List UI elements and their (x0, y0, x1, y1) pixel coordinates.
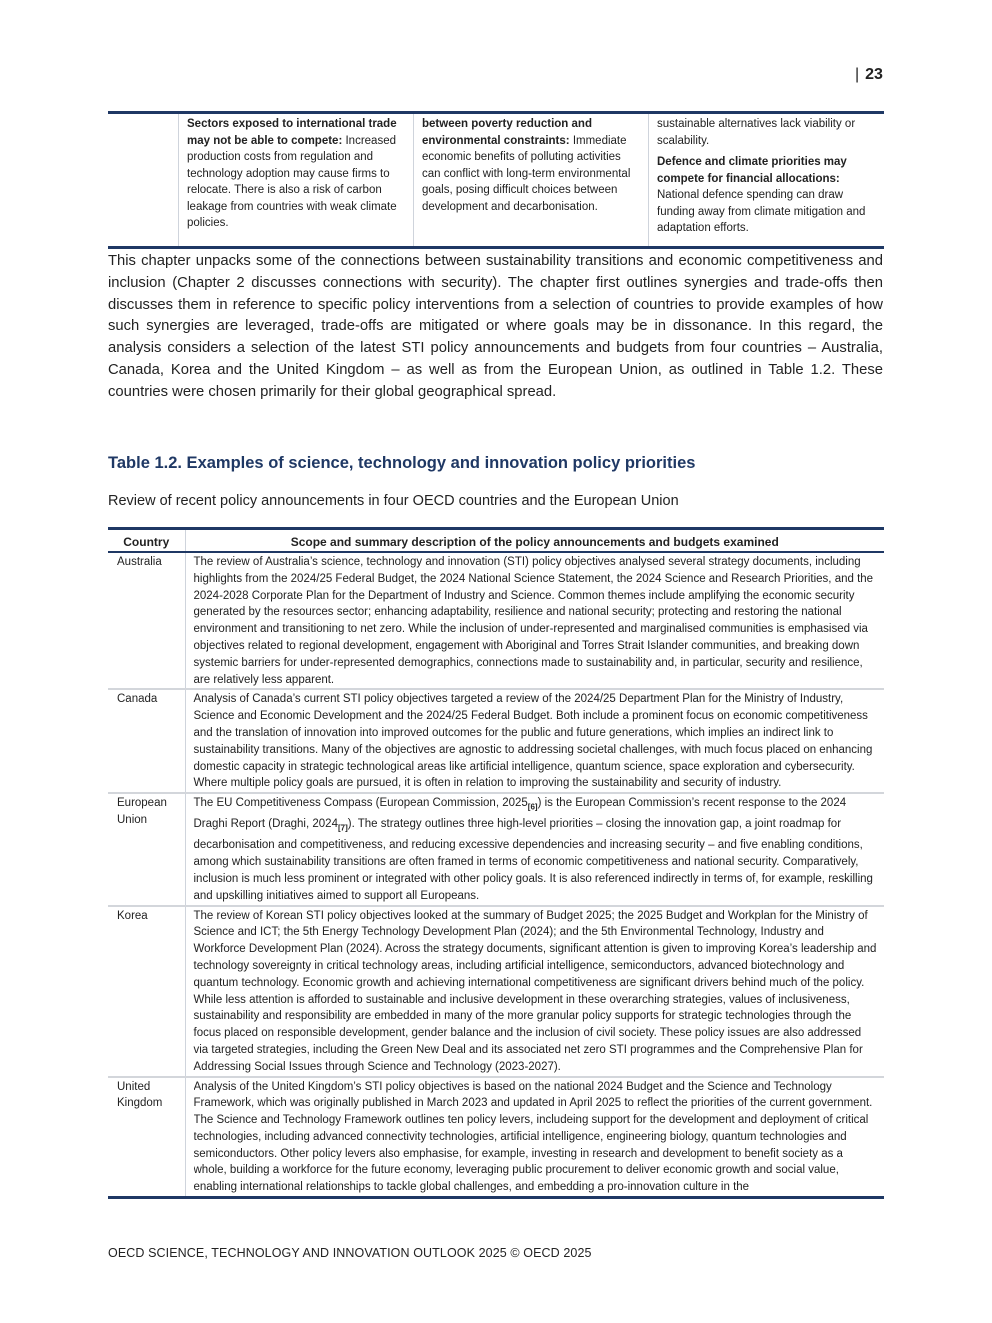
description-part-a: The EU Competitiveness Compass (European Commission, 2025 (193, 797, 528, 810)
policy-priorities-table (108, 527, 884, 1199)
table-row-korea (108, 906, 884, 1077)
table-row-european-union (108, 793, 884, 905)
description-cell: Analysis of the United Kingdom’s STI policy objectives is based on the national 2024 Budget and the Science and Technology Framework, which was originally published in March 2023 and updated in April 2025 to reflect the priorities of the current government. The Science and Technology Framework outlines ten policy levers, includeing support for the development and deployment of critical technologies, including advanced connectivity technologies, artificial intelligence, engineering biology, quantum technologies and semiconductors. Other policy levers also emphasise, for example, investing in research and development to benefit society as a whole, building a workforce for the future economy, leveraging public procurement to deliver economic growth and social value, enabling international relationships to tackle global challenges, and embedding a pro-innovation culture in the (193, 1080, 873, 1194)
reference-7: [7] (337, 823, 348, 833)
header-scope: Scope and summary description of the policy announcements and budgets examined (185, 529, 884, 553)
country-cell: Canada (108, 689, 185, 793)
table-header-row (108, 529, 884, 553)
description-part-c: ). The strategy outlines three high-level priorities – closing the innovation gap, a joint roadmap for decarbonisation and competitiveness, and reducing excessive dependencies and increasing security – and five enabling conditions, among which sustainability transitions are often framed in terms of economic competitiveness and national security. Comparatively, inclusion is much less prominent or integrated with other policy goals. It is also referenced indirectly in terms of, for example, reskilling and upskilling initiatives aimed to support all Europeans. (193, 818, 873, 902)
table-row-united-kingdom (108, 1077, 884, 1198)
description-cell (194, 795, 879, 904)
table-title: Table 1.2. Examples of science, technology and innovation policy priorities (108, 454, 696, 472)
continuation-empty-cell (108, 114, 179, 246)
continuation-cell-3-text: National defence spending can draw funding away from climate mitigation and adaptation efforts. (657, 189, 866, 234)
description-part-b: ) is the European Commission’s recent response to the 2024 Draghi Report (Draghi, 2024 (193, 797, 847, 831)
continuation-cell-1 (179, 114, 414, 246)
country-cell: Korea (108, 906, 185, 1077)
page-number-value: 23 (865, 66, 883, 83)
table-subtitle: Review of recent policy announcements in four OECD countries and the European Union (108, 493, 679, 509)
continuation-cell-2-bold: between poverty reduction and environmental constraints: (422, 118, 592, 147)
reference-6: [6] (527, 802, 538, 812)
page-number (855, 66, 883, 84)
continuation-cell-3-bold: Defence and climate priorities may compete for financial allocations: (657, 156, 847, 185)
country-cell: United Kingdom (108, 1077, 185, 1198)
description-cell: Analysis of Canada’s current STI policy objectives targeted a review of the 2024/25 Department Plan for the Ministry of Industry, Science and Economic Development and the 2024/25 Federal Budget. Both include a prominent focus on economic competitiveness and the translation of innovation into improved outcomes for the public and future generations, which implies an indirect link to sustainability transitions. Many of the objectives are agnostic to addressing societal challenges, with much focus placed on enhancing domestic capacity in strategic technological areas like artificial intelligence, quantum science, space exploration and cybersecurity. Where multiple policy goals are pursued, it is often in relation to improving the sustainability and security of industry. (193, 693, 873, 790)
country-cell: Australia (108, 552, 185, 689)
table-row-canada (108, 689, 884, 793)
continuation-cell-1-text: Increased production costs from regulation and technology adoption may cause firms to relocate. There is also a risk of carbon leakage from countries with weak climate policies. (187, 134, 397, 229)
page-footer: OECD SCIENCE, TECHNOLOGY AND INNOVATION OUTLOOK 2025 © OECD 2025 (108, 1246, 592, 1260)
continuation-cell-1-bold: Sectors exposed to international trade may not be able to compete: (187, 118, 397, 147)
page-number-separator: | (855, 66, 860, 83)
country-cell: European Union (108, 793, 185, 905)
continuation-cell-3 (649, 114, 884, 246)
continuation-cell-3-top: sustainable alternatives lack viability or scalability. (657, 118, 856, 147)
description-cell: The review of Australia’s science, technology and innovation (STI) policy objectives analysed several strategy documents, including highlights from the 2024/25 Federal Budget, the 2024 National Science Statement, the 2024 Science and Research Priorities, and the 2024-2028 Corporate Plan for the Department of Industry and Science. Common themes include amplifying the economic security generated by the resources sector; enhancing adaptability, resilience and national security; protecting and restoring the national environment and transitioning to net zero. While the inclusion of under-represented and marginalised communities is emphasised via objectives related to regional development, engagement with Aboriginal and Torres Strait Islander communities, and breaking down systemic barriers for under-represented demographics, connections made to sustainability and, in particular, security and resilience, are relatively less apparent. (193, 556, 874, 686)
continuation-cell-2 (414, 114, 649, 246)
body-paragraph: This chapter unpacks some of the connections between sustainability transitions and economic competitiveness and inclusion (Chapter 2 discusses connections with security). The chapter first outlines synergies and trade-offs then discusses them in reference to specific policy interventions from a selection of countries to provide examples of how such synergies are leveraged, trade-offs are mitigated or where goals may be in dissonance. In this regard, the analysis considers a selection of the latest STI policy announcements and budgets from four countries – Australia, Canada, Korea and the United Kingdom – as well as from the European Union, as outlined in Table 1.2. These countries were chosen primarily for their global geographical spread. (108, 253, 883, 400)
continuation-cell-2-text: Immediate economic benefits of polluting activities can conflict with long-term environmental goals, posing difficult choices between development and decarbonisation. (422, 134, 631, 213)
description-cell: The review of Korean STI policy objectives looked at the summary of Budget 2025; the 2025 Budget and Workplan for the Ministry of Science and ICT; the 5th Energy Technology Development Plan (2024); and the 5th Environmental Technology, Industry and Workforce Development Plan (2024). Across the strategy documents, significant attention is given to improving Korea’s leadership and technology sovereignty in critical technology areas, including artificial intelligence, semiconductors, advanced biotechnology and quantum technology. Economic growth and achieving international competitiveness are significant drivers behind much of the policy. While less attention is afforded to sustainable and inclusive development in these overarching strategies, values of inclusiveness, sustainability and responsibility are embedded in many of the more granular policy supports for strategic technologies through the focus placed on responsible development, gender balance and the inclusion of civil society. These policy issues are also addressed via targeted strategies, including the Green New Deal and its associated net zero STI programmes and the Comprehensive Plan for Addressing Social Issues through Science and Technology (2023-2027). (193, 909, 877, 1073)
table-row-australia (108, 552, 884, 689)
continuation-table (108, 111, 884, 249)
header-country: Country (108, 529, 185, 553)
